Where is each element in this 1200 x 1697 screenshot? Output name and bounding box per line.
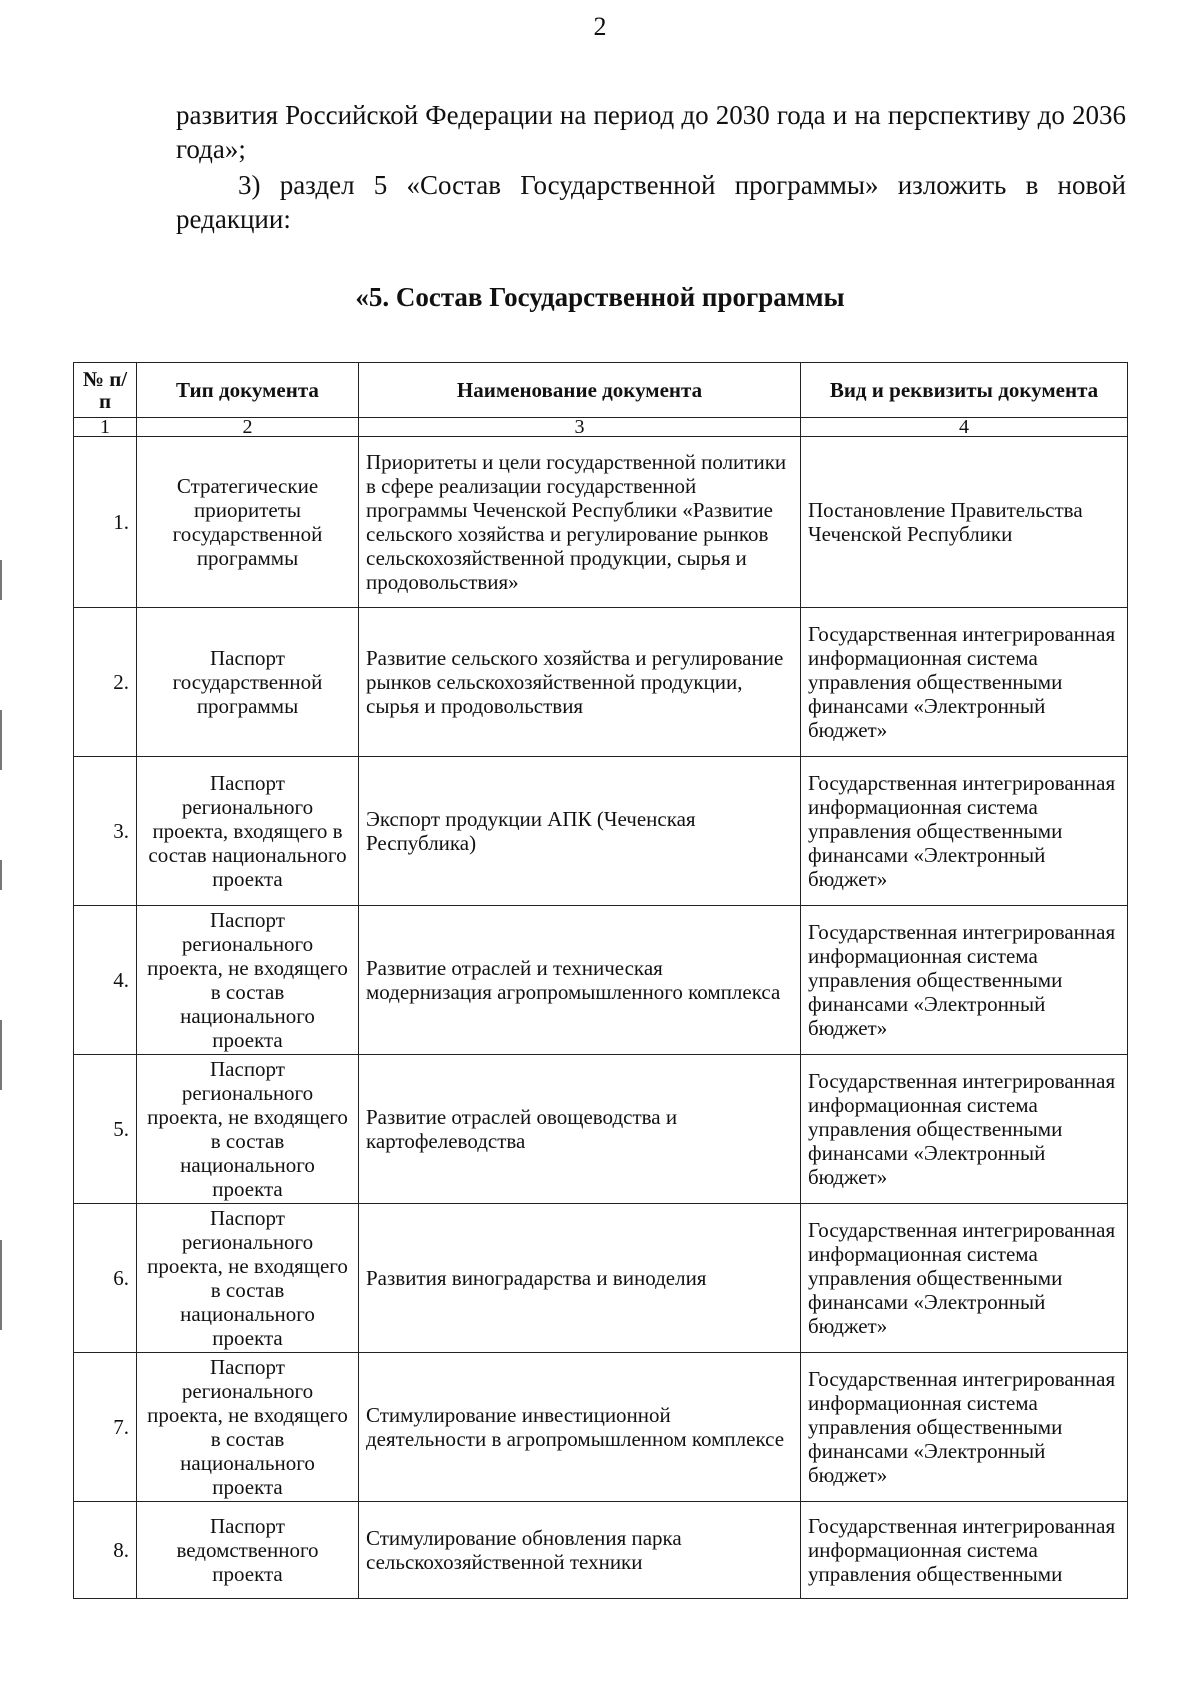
scan-edge-marks: [0, 560, 3, 1360]
column-number: 2: [137, 418, 359, 437]
section-heading: «5. Состав Государственной программы: [355, 282, 845, 312]
row-number: 7.: [74, 1353, 137, 1502]
document-requisites: Государственная интегрированная информационная система управления общественными финансами «Электронный бюджет»: [801, 757, 1128, 906]
header-document-type: Тип документа: [137, 363, 359, 418]
document-name: Стимулирование обновления парка сельскохозяйственной техники: [359, 1502, 801, 1599]
row-number: 5.: [74, 1055, 137, 1204]
document-name: Развитие сельского хозяйства и регулирование рынков сельскохозяйственной продукции, сырья и продовольствия: [359, 608, 801, 757]
document-type: Стратегические приоритеты государственной программы: [137, 437, 359, 608]
column-number: 4: [801, 418, 1128, 437]
document-requisites: Государственная интегрированная информационная система управления общественными финансами «Электронный бюджет»: [801, 608, 1128, 757]
document-requisites: Государственная интегрированная информационная система управления общественными: [801, 1502, 1128, 1599]
column-number-row: [74, 418, 1128, 437]
document-type: Паспорт регионального проекта, входящего в состав национального проекта: [137, 757, 359, 906]
document-name: Приоритеты и цели государственной политики в сфере реализации государственной программы Чеченской Республики «Развитие сельского хозяйства и регулирование рынков сельскохозяйственной продукции, сырья и продовольствия»: [359, 437, 801, 608]
table-row: [74, 1055, 1128, 1204]
document-type: Паспорт регионального проекта, не входящего в состав национального проекта: [137, 1204, 359, 1353]
header-document-name: Наименование документа: [359, 363, 801, 418]
header-number: № п/п: [74, 363, 137, 418]
row-number: 2.: [74, 608, 137, 757]
document-type: Паспорт ведомственного проекта: [137, 1502, 359, 1599]
page-number: 2: [593, 12, 607, 41]
table-row: [74, 608, 1128, 757]
table-row: [74, 1502, 1128, 1599]
document-requisites: Государственная интегрированная информационная система управления общественными финансами «Электронный бюджет»: [801, 1204, 1128, 1353]
document-name: Экспорт продукции АПК (Чеченская Республика): [359, 757, 801, 906]
table-row: [74, 1204, 1128, 1353]
header-document-requisites: Вид и реквизиты документа: [801, 363, 1128, 418]
row-number: 1.: [74, 437, 137, 608]
table-header-row: [74, 363, 1128, 418]
row-number: 3.: [74, 757, 137, 906]
intro-paragraph-2: 3) раздел 5 «Состав Государственной программы» изложить в новой редакции:: [176, 170, 1126, 234]
intro-text: [176, 98, 1126, 236]
table-row: [74, 906, 1128, 1055]
document-name: Стимулирование инвестиционной деятельности в агропромышленном комплексе: [359, 1353, 801, 1502]
column-number: 3: [359, 418, 801, 437]
row-number: 4.: [74, 906, 137, 1055]
document-type: Паспорт государственной программы: [137, 608, 359, 757]
table-row: [74, 437, 1128, 608]
document-requisites: Государственная интегрированная информационная система управления общественными финансами «Электронный бюджет»: [801, 1353, 1128, 1502]
document-name: Развитие отраслей и техническая модернизация агропромышленного комплекса: [359, 906, 801, 1055]
document-requisites: Постановление Правительства Чеченской Республики: [801, 437, 1128, 608]
document-type: Паспорт регионального проекта, не входящего в состав национального проекта: [137, 1353, 359, 1502]
column-number: 1: [74, 418, 137, 437]
table-row: [74, 1353, 1128, 1502]
document-type: Паспорт регионального проекта, не входящего в состав национального проекта: [137, 906, 359, 1055]
document-requisites: Государственная интегрированная информационная система управления общественными финансами «Электронный бюджет»: [801, 906, 1128, 1055]
document-requisites: Государственная интегрированная информационная система управления общественными финансами «Электронный бюджет»: [801, 1055, 1128, 1204]
intro-paragraph-1: развития Российской Федерации на период до 2030 года и на перспективу до 2036 года»;: [176, 100, 1126, 164]
program-composition-table: [73, 362, 1128, 1599]
document-name: Развитие отраслей овощеводства и картофелеводства: [359, 1055, 801, 1204]
table-row: [74, 757, 1128, 906]
document-type: Паспорт регионального проекта, не входящего в состав национального проекта: [137, 1055, 359, 1204]
row-number: 6.: [74, 1204, 137, 1353]
document-name: Развития виноградарства и виноделия: [359, 1204, 801, 1353]
row-number: 8.: [74, 1502, 137, 1599]
